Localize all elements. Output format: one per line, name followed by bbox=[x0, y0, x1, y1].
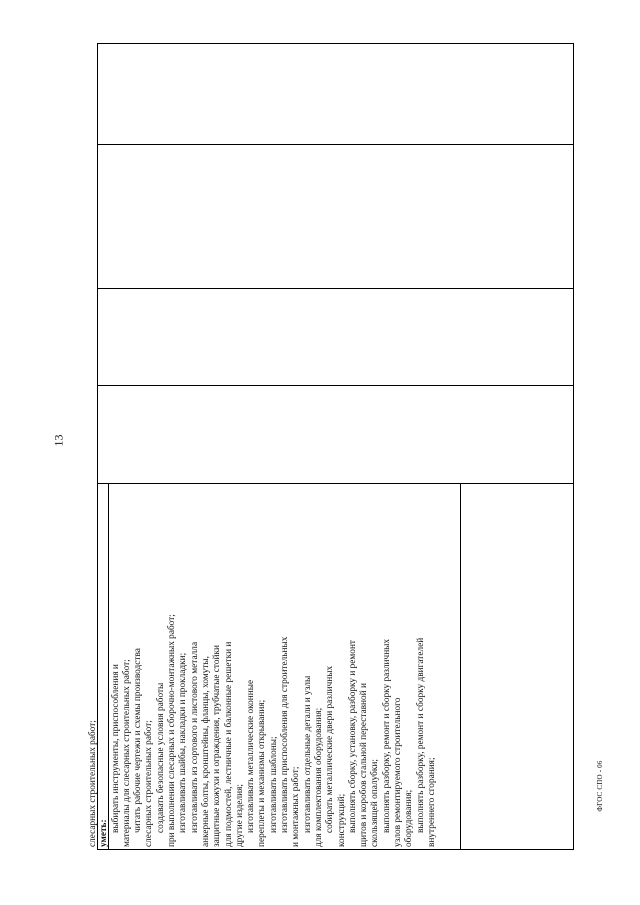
skill-line: анкерные болты, кронштейны, фланцы, хомуты, bbox=[200, 655, 211, 847]
column-border bbox=[98, 483, 573, 484]
column-border bbox=[98, 385, 573, 386]
section-label: уметь: bbox=[99, 819, 110, 847]
skill-line: узлов ремонтируемого строительного bbox=[393, 697, 404, 847]
skill-line: читать рабочие чертежи и схемы производства bbox=[133, 648, 144, 833]
skill-line: и монтажных работ; bbox=[291, 766, 302, 847]
skill-line: выполнять разборку, ремонт и сборку различных bbox=[381, 638, 392, 833]
skill-line: при выполнении слесарных и сборочно-монтажных работ; bbox=[167, 614, 178, 847]
skill-line: изготавливать приспособления для строительных bbox=[280, 636, 291, 833]
skill-line: изготавливать из сортового и листового металла bbox=[189, 641, 200, 833]
skill-line: скользящей опалубки; bbox=[370, 759, 381, 847]
column-border bbox=[98, 288, 573, 289]
skill-line: для подмостей, лестничные и балконные решетки и bbox=[223, 641, 234, 847]
skill-line: выполнять сборку, установку, разборку и ремонт bbox=[347, 640, 358, 833]
skill-line: изготавливать шайбы, накладки и прокладки; bbox=[178, 652, 189, 833]
skill-line: материалы для слесарных строительных работ; bbox=[121, 659, 132, 847]
document-code: ФГОС СПО - 06 bbox=[596, 760, 604, 812]
skill-line: изготавливать отдельные детали и узлы bbox=[302, 675, 313, 833]
skill-line: защитные кожухи и ограждения, трубчатые стойки bbox=[212, 645, 223, 847]
skill-line: выбирать инструменты, приспособления и bbox=[110, 664, 121, 833]
skill-line: оборудования; bbox=[404, 789, 415, 847]
skill-line: внутреннего сгорания; bbox=[426, 757, 437, 847]
skills-cell-text bbox=[85, 491, 503, 851]
page-number: 13 bbox=[51, 434, 66, 447]
skill-line: слесарных строительных работ; bbox=[144, 720, 155, 847]
skill-line: другие изделия; bbox=[234, 784, 245, 847]
skill-line: переплеты и механизмы открывания; bbox=[257, 699, 268, 847]
skill-line: изготавливать металлические оконные bbox=[246, 679, 257, 833]
skill-line: изготавливать шаблоны; bbox=[268, 736, 279, 833]
skill-line: щитов и коробов стальной переставной и bbox=[359, 683, 370, 847]
skill-line: собирать металлические двери различных bbox=[325, 665, 336, 833]
table-frame bbox=[88, 43, 574, 850]
skill-line: выполнять разборку, ремонт и сборку двигателей bbox=[415, 637, 426, 833]
column-border bbox=[98, 144, 573, 145]
rotated-cell bbox=[85, 491, 503, 851]
skill-line: для комплектования оборудования; bbox=[313, 707, 324, 847]
skill-line: конструкций; bbox=[336, 793, 347, 847]
skill-line: слесарных строительных работ; bbox=[88, 720, 98, 847]
skill-line: создавать безопасные условия работы bbox=[155, 682, 166, 833]
